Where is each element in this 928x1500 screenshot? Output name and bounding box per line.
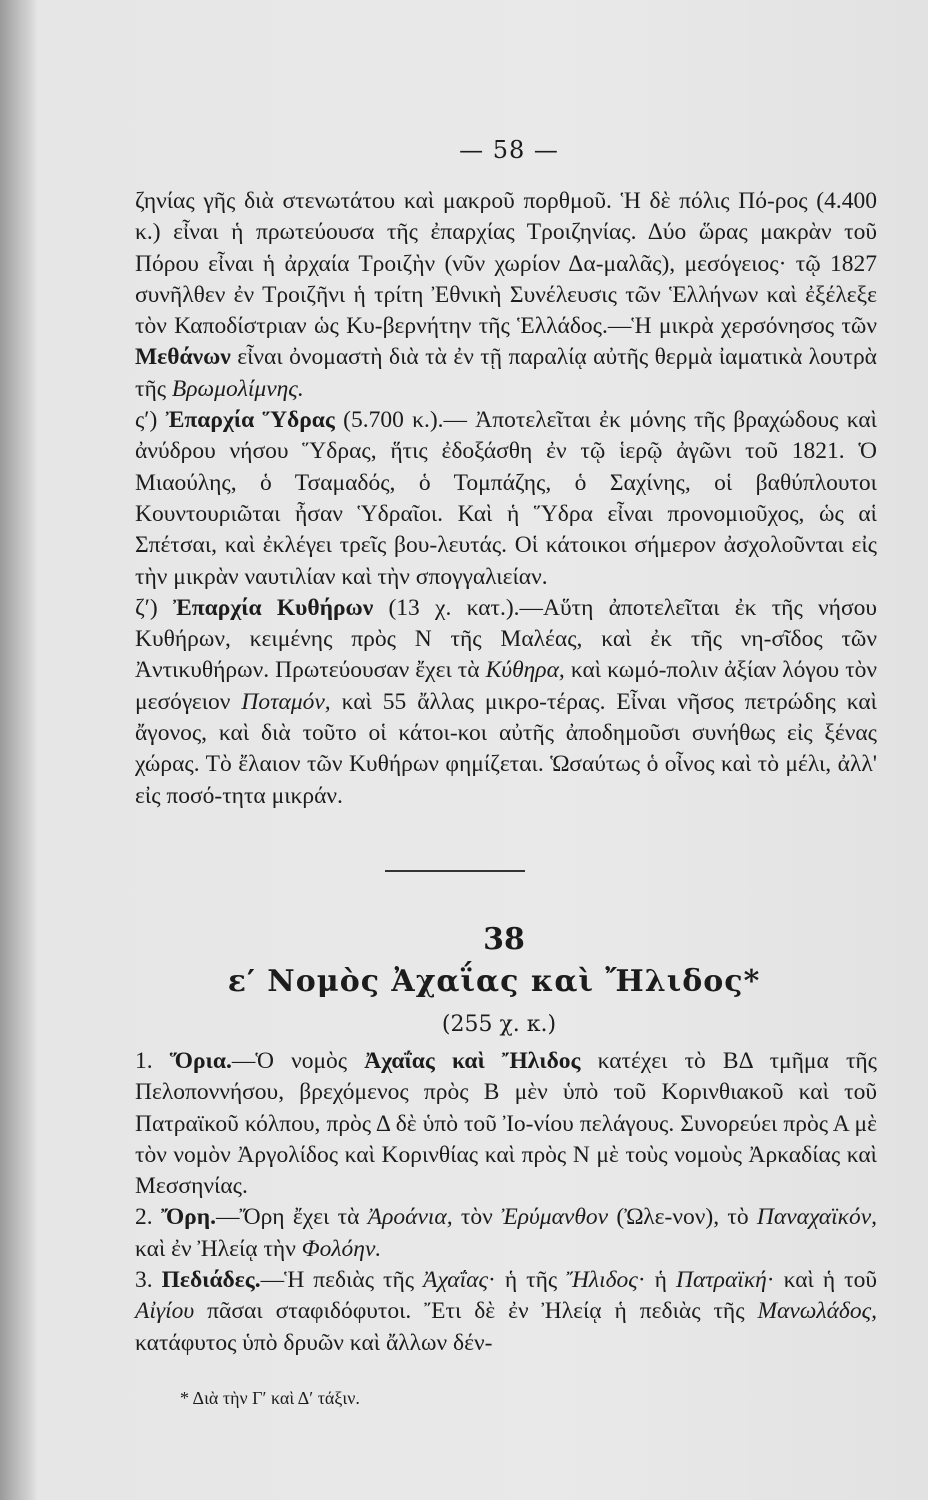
text-run: καὶ ἐν Ἠλείᾳ τὴν — [135, 1235, 302, 1262]
text-run: ζ′) — [135, 594, 173, 621]
body-text-bottom — [135, 1046, 877, 1359]
text-run: κατάφυτος ὑπὸ δρυῶν καὶ ἄλλων δέν- — [135, 1329, 493, 1356]
italic-run: Ἐρύμανθον — [501, 1204, 609, 1231]
section-title: ε′ Νομὸς Ἀχαΐας καὶ Ἤλιδος* — [227, 964, 761, 999]
italic-run: Παναχαϊκόν, — [756, 1204, 878, 1231]
text-run: ζηνίας γῆς διὰ στενωτάτου καὶ μακροῦ πορθμοῦ. Ἡ δὲ πόλις Πό-ρος (4.400 κ.) εἶναι ἡ πρωτεύουσα τῆς ἐπαρχίας Τροιζηνίας. Δύο ὥρας μακρὰν τοῦ Πόρου εἶναι ἡ ἀρχαία Τροιζὴν (νῦν χωρίον Δα-μαλᾶς), μεσόγειος· τῷ 1827 συνῆλθεν ἐν Τροιζῆνι ἡ τρίτη Ἐθνικὴ Συνέλευσις τῶν Ἑλλήνων καὶ ἐξέλεξε τὸν Καποδίστριαν ὡς Κυ-βερνήτην τῆς Ἑλλάδος.—Ἡ μικρὰ χερσόνησος τῶν — [135, 188, 877, 340]
text-run: 3. — [135, 1267, 162, 1294]
text-run: (Ὠλε-νον), τὸ — [608, 1204, 757, 1231]
italic-run: Ἀχαΐας — [423, 1267, 489, 1294]
heading-run: Ἐπαρχία Κυθήρων — [172, 594, 374, 621]
section-divider — [385, 870, 525, 872]
text-run: καὶ 55 ἄλλας μικρο-τέρας. Εἶναι νῆσος πετρώδης καὶ ἄγονος, καὶ διὰ τοῦτο οἱ κάτοι-κοι αὐτῆς ἀποδημοῦσι συνήθως εἰς ξένας χώρας. Τὸ ἔλαιον τῶν Κυθήρων φημίζεται. Ὡσαύτως ὁ οἶνος καὶ τὸ μέλι, ἀλλ' εἰς ποσό-τητα μικράν. — [135, 688, 877, 809]
text-run: 2. — [135, 1204, 161, 1231]
section-number: 38 — [483, 922, 525, 957]
italic-run: Ἤλιδος — [566, 1267, 638, 1294]
italic-run: Φολόην. — [301, 1235, 382, 1262]
text-run: (5.700 κ.).— Ἀποτελεῖται ἐκ μόνης τῆς βραχώδους καὶ ἀνύδρου νήσου Ὕδρας, ἥτις ἐδοξάσθη ἐν τῷ ἱερῷ ἀγῶνι τοῦ 1821. Ὁ Μιαούλης, ὁ Τσαμαδός, ὁ Τομπάζης, ὁ Σαχίνης, οἱ βαθύπλουτοι Κουντουριῶται ἦσαν Ὑδραῖοι. Καὶ ἡ Ὕδρα εἶναι προνομιοῦχος, ὡς αἱ Σπέτσαι, καὶ ἐκλέγει τρεῖς βου-λευτάς. Οἱ κάτοικοι σήμερον ἀσχολοῦνται εἰς τὴν μικρὰν ναυτιλίαν καὶ τὴν σπογγαλιείαν. — [135, 407, 877, 590]
paragraph-hydra — [135, 405, 877, 593]
text-run: εἶναι ὀνομαστὴ διὰ τὰ ἐν τῇ παραλίᾳ αὐτῆς θερμὰ ἰαματικὰ λουτρὰ τῆς — [135, 344, 877, 402]
heading-run: Ὅρια. — [169, 1048, 232, 1074]
heading-run: Μεθάνων — [135, 344, 231, 371]
text-run: ς′) — [135, 407, 166, 434]
text-run: —Ὄρη ἔχει τὰ — [215, 1204, 368, 1231]
page-number: — 58 — — [459, 136, 559, 164]
italic-run: Κύθηρα, — [485, 657, 565, 684]
text-run: καὶ κωμό-πολιν ἀξίαν λόγου τὸν μεσόγειον — [135, 657, 878, 715]
heading-run: Πεδιάδες. — [161, 1267, 261, 1294]
footnote: * Διὰ τὴν Γ′ καὶ Δ′ τάξιν. — [180, 1388, 360, 1408]
text-run: · καὶ ἡ τοῦ — [766, 1267, 878, 1294]
text-run: πᾶσαι σταφιδόφυτοι. Ἔτι δὲ ἐν Ἠλείᾳ ἡ πεδιὰς τῆς — [194, 1298, 758, 1325]
text-run: —Ὁ νομὸς — [231, 1048, 365, 1074]
italic-run: Ἀροάνια, — [367, 1204, 453, 1231]
paragraph-mountains — [135, 1202, 877, 1265]
italic-run: Βρωμολίμνης. — [171, 375, 304, 402]
text-run: · ἡ τῆς — [488, 1267, 567, 1294]
paragraph-troizinia — [135, 186, 877, 405]
paragraph-boundaries — [135, 1046, 877, 1202]
italic-run: Μανωλάδος, — [757, 1298, 877, 1325]
text-run: 1. — [135, 1048, 170, 1074]
italic-run: Αἰγίου — [135, 1298, 195, 1325]
heading-run: Ἐπαρχία Ὕδρας — [165, 407, 335, 434]
text-run: · ἡ — [637, 1267, 676, 1294]
italic-run: Ποταμόν, — [241, 688, 331, 715]
section-subtitle: (255 χ. κ.) — [441, 1012, 557, 1037]
italic-run: Πατραϊκή — [675, 1267, 767, 1294]
heading-run: Ἀχαΐας καὶ Ἤλιδος — [364, 1048, 581, 1074]
body-text-top — [135, 186, 877, 812]
paragraph-plains — [135, 1265, 877, 1359]
binding-shadow — [0, 0, 38, 1500]
heading-run: Ὄρη. — [160, 1204, 216, 1231]
text-run: κατέχει τὸ ΒΔ τμῆμα τῆς Πελοποννήσου, βρεχόμενος πρὸς Β μὲν ὑπὸ τοῦ Κορινθιακοῦ καὶ τοῦ Πατραϊκοῦ κόλπου, πρὸς Δ δὲ ὑπὸ τοῦ Ἰο-νίου πελάγους. Συνορεύει πρὸς Α μὲ τὸν νομὸν Ἀργολίδος καὶ Κορινθίας καὶ πρὸς Ν μὲ τοὺς νομοὺς Ἀρκαδίας καὶ Μεσσηνίας. — [135, 1048, 877, 1200]
text-run: τὸν — [452, 1204, 502, 1231]
text-run: —Ἡ πεδιὰς τῆς — [260, 1267, 424, 1294]
paragraph-kythira — [135, 593, 877, 812]
text-run: (13 χ. κατ.).—Αὕτη ἀποτελεῖται ἐκ τῆς νήσου Κυθήρων, κειμένης πρὸς Ν τῆς Μαλέας, καὶ ἐκ τῆς νη-σῖδος τῶν Ἀντικυθήρων. Πρωτεύουσαν ἔχει τὰ — [135, 594, 877, 684]
